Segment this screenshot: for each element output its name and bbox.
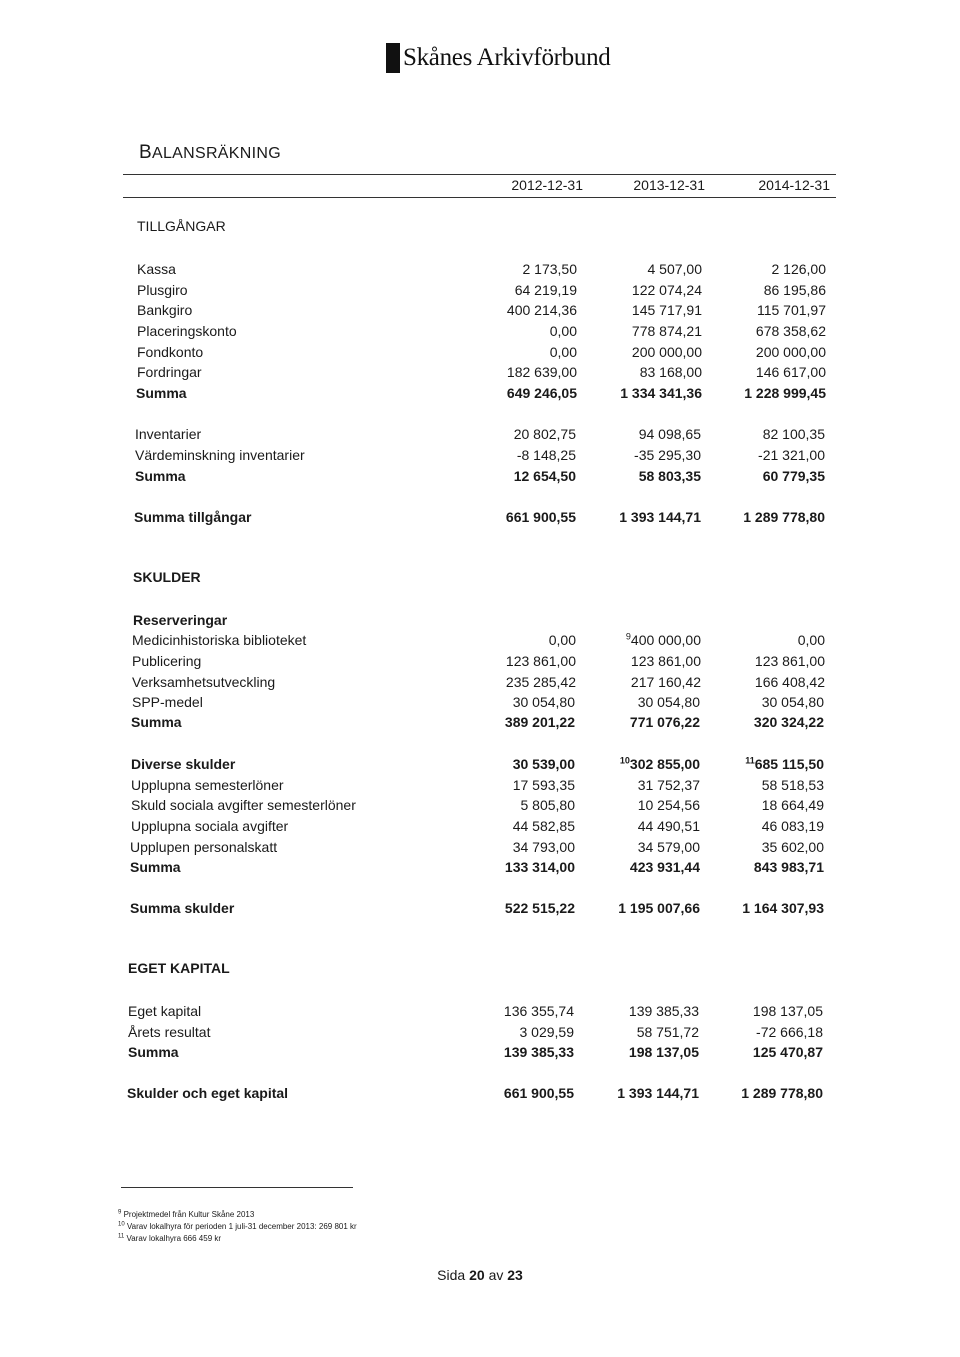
row-value-2: 198 137,05 bbox=[628, 1044, 699, 1060]
table-row bbox=[0, 837, 960, 857]
table-row bbox=[0, 362, 960, 382]
row-value-1: 20 802,75 bbox=[513, 426, 576, 442]
footnote-10: $^{10}$ Varav lokalhyra för perioden 1 juli-31 december 2013: 269 801 kr bbox=[118, 1221, 357, 1231]
row-value-2: 771 076,22 bbox=[629, 714, 700, 730]
row-value-2: 4 507,00 bbox=[647, 261, 702, 277]
logo-mark bbox=[386, 43, 400, 73]
row-value-2: 31 752,37 bbox=[637, 777, 700, 793]
footnote-ref: 10 bbox=[619, 755, 630, 766]
row-value-2: 423 931,44 bbox=[629, 859, 700, 875]
page-number: Sida 20 av 23 bbox=[437, 1267, 523, 1283]
row-value-3: 1 289 778,80 bbox=[743, 509, 825, 525]
table-row bbox=[0, 630, 960, 650]
row-label: Kassa bbox=[137, 261, 176, 277]
table-row bbox=[0, 610, 960, 630]
row-value-1: 12 654,50 bbox=[513, 468, 576, 484]
table-row bbox=[0, 672, 960, 692]
row-value-3: -21 321,00 bbox=[758, 447, 825, 463]
row-label: Bankgiro bbox=[137, 302, 193, 318]
row-value-1: 2 173,50 bbox=[522, 261, 577, 277]
footnote-9: $^9$ Projektmedel från Kultur Skåne 2013 bbox=[118, 1209, 255, 1219]
table-row bbox=[0, 692, 960, 712]
row-value-1: 123 861,00 bbox=[505, 653, 576, 669]
table-row bbox=[0, 1022, 960, 1042]
table-row bbox=[0, 1001, 960, 1021]
table-row bbox=[0, 651, 960, 671]
footnote-ref: 9 bbox=[625, 631, 631, 642]
row-value-3: 0,00 bbox=[797, 632, 825, 648]
row-value-3: 1 228 999,45 bbox=[744, 385, 826, 401]
row-label: Placeringskonto bbox=[137, 323, 237, 339]
row-label: Summa bbox=[135, 468, 186, 484]
footnote-rule bbox=[121, 1187, 353, 1188]
row-value-2: 123 861,00 bbox=[630, 653, 701, 669]
row-value-2: 145 717,91 bbox=[631, 302, 702, 318]
header-rule bbox=[123, 197, 836, 198]
row-label: Summa tillgångar bbox=[134, 509, 252, 525]
row-value-3: 30 054,80 bbox=[761, 694, 824, 710]
section-eget-kapital: EGET KAPITAL bbox=[128, 960, 230, 976]
row-label: Värdeminskning inventarier bbox=[135, 447, 305, 463]
row-value-3: -72 666,18 bbox=[756, 1024, 823, 1040]
row-label: Publicering bbox=[132, 653, 202, 669]
row-value-3: 320 324,22 bbox=[753, 714, 824, 730]
row-value-2: 122 074,24 bbox=[631, 282, 702, 298]
row-label: Reserveringar bbox=[133, 612, 228, 628]
page-title: BALANSRÄKNING bbox=[139, 142, 281, 163]
row-value-1: 661 900,55 bbox=[505, 509, 576, 525]
row-value-1: 522 515,22 bbox=[504, 900, 575, 916]
section-skulder: SKULDER bbox=[133, 569, 201, 585]
row-value-1: 0,00 bbox=[549, 323, 577, 339]
row-value-2: -35 295,30 bbox=[634, 447, 701, 463]
table-row bbox=[0, 1042, 960, 1062]
row-value-1: 400 214,36 bbox=[506, 302, 577, 318]
row-label: Summa bbox=[136, 385, 187, 401]
org-logo bbox=[386, 43, 610, 73]
row-value-2: 200 000,00 bbox=[631, 344, 702, 360]
table-row bbox=[0, 466, 960, 486]
footnotes bbox=[118, 1209, 357, 1245]
table-row bbox=[0, 445, 960, 465]
row-value-1: 0,00 bbox=[548, 632, 576, 648]
row-label: Summa skulder bbox=[130, 900, 235, 916]
row-value-3: 18 664,49 bbox=[761, 797, 824, 813]
row-value-2: $^9$400 000,00 bbox=[625, 631, 701, 648]
row-value-1: 661 900,55 bbox=[503, 1085, 574, 1101]
row-label: Upplupna sociala avgifter bbox=[131, 818, 289, 834]
row-value-3: 198 137,05 bbox=[752, 1003, 823, 1019]
table-row bbox=[0, 795, 960, 815]
row-value-2: 1 393 144,71 bbox=[619, 509, 701, 525]
row-label: Summa bbox=[128, 1044, 179, 1060]
table-row bbox=[0, 898, 960, 918]
row-value-3: 2 126,00 bbox=[771, 261, 826, 277]
row-value-1: 133 314,00 bbox=[504, 859, 575, 875]
row-value-3: 1 164 307,93 bbox=[742, 900, 824, 916]
row-label: Upplupna semesterlöner bbox=[131, 777, 284, 793]
table-row bbox=[0, 816, 960, 836]
row-value-3: 1 289 778,80 bbox=[741, 1085, 823, 1101]
row-label: SPP-medel bbox=[132, 694, 203, 710]
row-value-3: 82 100,35 bbox=[762, 426, 825, 442]
footnote-ref: 11 bbox=[745, 755, 755, 766]
row-value-3: 115 701,97 bbox=[756, 302, 826, 318]
row-value-3: 843 983,71 bbox=[753, 859, 824, 875]
row-value-3: 46 083,19 bbox=[761, 818, 824, 834]
row-value-3: 35 602,00 bbox=[761, 839, 824, 855]
row-value-2: 139 385,33 bbox=[628, 1003, 699, 1019]
table-row bbox=[0, 259, 960, 279]
footnote-11: $^{11}$ Varav lokalhyra 666 459 kr bbox=[118, 1233, 222, 1243]
table-row bbox=[0, 712, 960, 732]
table-row bbox=[0, 857, 960, 877]
row-value-1: 64 219,19 bbox=[514, 282, 577, 298]
table-row bbox=[0, 300, 960, 320]
row-value-2: 34 579,00 bbox=[637, 839, 700, 855]
row-value-1: 44 582,85 bbox=[512, 818, 575, 834]
title-rule bbox=[123, 174, 836, 175]
table-row bbox=[0, 383, 960, 403]
row-label: Inventarier bbox=[135, 426, 202, 442]
row-label: Summa bbox=[130, 859, 181, 875]
row-value-2: 10 254,56 bbox=[637, 797, 700, 813]
row-value-3: 58 518,53 bbox=[761, 777, 824, 793]
row-value-2: 778 874,21 bbox=[631, 323, 702, 339]
row-value-2: 83 168,00 bbox=[639, 364, 702, 380]
row-value-1: 30 539,00 bbox=[512, 756, 575, 772]
row-value-1: 139 385,33 bbox=[503, 1044, 574, 1060]
row-value-1: 34 793,00 bbox=[512, 839, 575, 855]
row-value-1: 649 246,05 bbox=[506, 385, 577, 401]
table-row bbox=[0, 321, 960, 341]
row-value-3: 60 779,35 bbox=[762, 468, 825, 484]
row-value-3: 86 195,86 bbox=[763, 282, 826, 298]
section-tillgangar: TILLGÅNGAR bbox=[137, 218, 226, 234]
table-row bbox=[0, 775, 960, 795]
row-value-1: 182 639,00 bbox=[506, 364, 577, 380]
row-value-3: 678 358,62 bbox=[755, 323, 826, 339]
row-label: Skulder och eget kapital bbox=[127, 1085, 289, 1101]
row-value-1: 3 029,59 bbox=[519, 1024, 574, 1040]
table-row bbox=[0, 507, 960, 527]
table-row bbox=[0, 754, 960, 774]
row-value-2: 1 334 341,36 bbox=[620, 385, 702, 401]
row-value-3: 146 617,00 bbox=[755, 364, 826, 380]
row-value-2: 1 393 144,71 bbox=[617, 1085, 699, 1101]
row-value-1: -8 148,25 bbox=[516, 447, 576, 463]
org-name: Skånes Arkivförbund bbox=[403, 44, 611, 71]
row-value-3: 166 408,42 bbox=[754, 674, 825, 690]
row-value-1: 136 355,74 bbox=[503, 1003, 574, 1019]
row-value-2: 30 054,80 bbox=[637, 694, 700, 710]
row-label: Medicinhistoriska biblioteket bbox=[132, 632, 307, 648]
table-row bbox=[0, 280, 960, 300]
row-value-3: $^{11}$685 115,50 bbox=[745, 755, 824, 772]
table-row bbox=[0, 1083, 960, 1103]
column-header-2014: 2014-12-31 bbox=[758, 177, 830, 193]
row-value-2: 58 751,72 bbox=[636, 1024, 699, 1040]
row-value-1: 5 805,80 bbox=[520, 797, 575, 813]
row-value-1: 30 054,80 bbox=[512, 694, 575, 710]
row-label: Plusgiro bbox=[137, 282, 188, 298]
row-value-2: 94 098,65 bbox=[638, 426, 701, 442]
row-value-1: 17 593,35 bbox=[512, 777, 575, 793]
row-label: Fordringar bbox=[137, 364, 202, 380]
row-label: Verksamhetsutveckling bbox=[132, 674, 276, 690]
row-label: Årets resultat bbox=[128, 1024, 211, 1040]
row-label: Fondkonto bbox=[137, 344, 204, 360]
row-value-1: 0,00 bbox=[549, 344, 577, 360]
row-label: Summa bbox=[131, 714, 182, 730]
row-value-3: 123 861,00 bbox=[754, 653, 825, 669]
row-value-2: 217 160,42 bbox=[630, 674, 701, 690]
column-header-2012: 2012-12-31 bbox=[511, 177, 583, 193]
table-row bbox=[0, 342, 960, 362]
row-value-2: 58 803,35 bbox=[638, 468, 701, 484]
row-label: Upplupen personalskatt bbox=[130, 839, 278, 855]
row-value-2: 1 195 007,66 bbox=[618, 900, 700, 916]
row-value-1: 389 201,22 bbox=[504, 714, 575, 730]
row-value-2: $^{10}$302 855,00 bbox=[619, 755, 700, 772]
row-label: Diverse skulder bbox=[131, 756, 236, 772]
row-label: Eget kapital bbox=[128, 1003, 202, 1019]
row-value-3: 125 470,87 bbox=[752, 1044, 823, 1060]
row-value-1: 235 285,42 bbox=[505, 674, 576, 690]
row-value-3: 200 000,00 bbox=[755, 344, 826, 360]
table-row bbox=[0, 424, 960, 444]
column-header-2013: 2013-12-31 bbox=[633, 177, 705, 193]
row-label: Skuld sociala avgifter semesterlöner bbox=[131, 797, 356, 813]
row-value-2: 44 490,51 bbox=[637, 818, 700, 834]
